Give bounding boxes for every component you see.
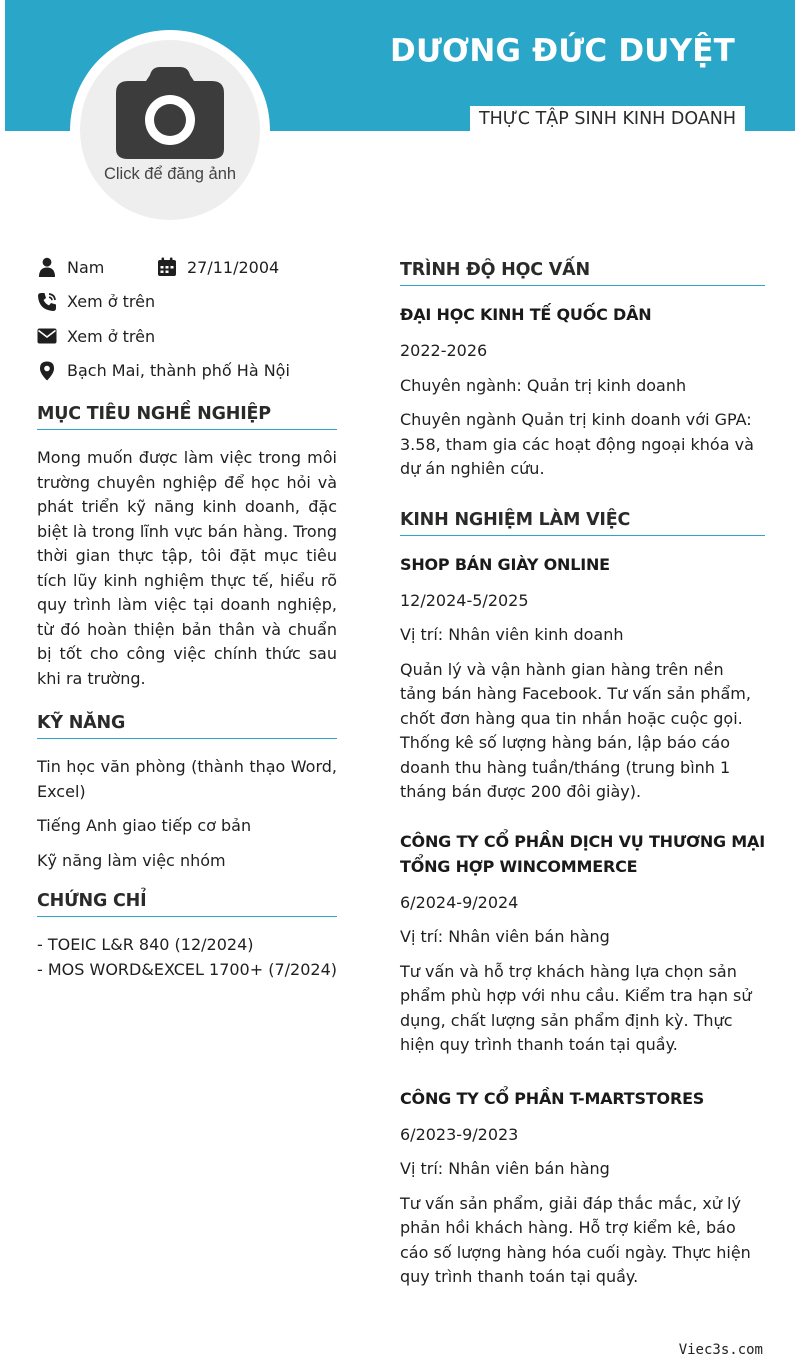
- experience-heading: KINH NGHIỆM LÀM VIỆC: [400, 510, 765, 536]
- address-row: [37, 354, 337, 389]
- candidate-name: DƯƠNG ĐỨC DUYỆT: [390, 33, 735, 69]
- company-name: CÔNG TY CỔ PHẦN DỊCH VỤ THƯƠNG MẠI TỔNG HỢP WINCOMMERCE: [400, 831, 765, 876]
- email-row: [37, 319, 337, 354]
- job-position: Vị trí: Nhân viên kinh doanh: [400, 625, 624, 644]
- phone-value: Xem ở trên: [67, 292, 156, 312]
- avatar-caption: Click để đăng ảnh: [103, 165, 237, 183]
- dob-value: 27/11/2004: [187, 257, 280, 277]
- job-position: Vị trí: Nhân viên bán hàng: [400, 1159, 610, 1178]
- certificates-heading: CHỨNG CHỈ: [37, 891, 337, 917]
- school-name: ĐẠI HỌC KINH TẾ QUỐC DÂN: [400, 305, 652, 324]
- job-entry: [400, 1086, 765, 1290]
- envelope-icon: [37, 326, 57, 346]
- gender-row: [37, 250, 337, 285]
- job-title: THỰC TẬP SINH KINH DOANH: [470, 106, 745, 132]
- education-period: 2022-2026: [400, 341, 488, 360]
- company-name: SHOP BÁN GIÀY ONLINE: [400, 554, 610, 574]
- skill-item: Tiếng Anh giao tiếp cơ bản: [37, 816, 252, 835]
- company-name: CÔNG TY CỔ PHẦN T-MARTSTORES: [400, 1088, 705, 1108]
- job-position: Vị trí: Nhân viên bán hàng: [400, 927, 610, 946]
- job-description: Quản lý và vận hành gian hàng trên nền tảng bán hàng Facebook. Tư vấn sản phẩm, chốt đơn hàng qua tin nhắn hoặc cuộc gọi. Thống kê số lượng hàng bán, lập báo cáo doanh thu hàng tuần/tháng (trung bình 1 tháng bán được 200 đôi giày).: [400, 659, 751, 801]
- education-major: Chuyên ngành: Quản trị kinh doanh: [400, 375, 687, 395]
- job-period: 6/2024-9/2024: [400, 892, 519, 912]
- phone-icon: [37, 292, 57, 312]
- job-description: Tư vấn và hỗ trợ khách hàng lựa chọn sản phẩm phù hợp với nhu cầu. Kiểm tra hạn sử dụng, chất lượng sản phẩm định kỳ. Thực hiện quy trình thanh toán tại quầy.: [400, 961, 752, 1054]
- person-icon: [37, 257, 57, 277]
- address-value: Bạch Mai, thành phố Hà Nội: [67, 361, 290, 381]
- job-period: 6/2023-9/2023: [400, 1124, 519, 1144]
- objective-text: Mong muốn được làm việc trong môi trường chuyên nghiệp để học hỏi và phát triển kỹ năng kinh doanh, đặc biệt là trong lĩnh vực bán hàng. Trong thời gian thực tập, tôi đặt mục tiêu tích lũy kinh nghiệm thực tế, hiểu rõ quy trình làm việc tại doanh nghiệp, từ đó hoàn thiện bản thân và chuẩn bị tốt cho công việc chính thức sau khi ra trường.: [37, 448, 337, 688]
- objective-heading: MỤC TIÊU NGHỀ NGHIỆP: [37, 404, 337, 430]
- avatar-upload[interactable]: [80, 40, 260, 220]
- email-value: Xem ở trên: [67, 326, 156, 346]
- certificate-item: - TOEIC L&R 840 (12/2024): [37, 935, 254, 954]
- right-column: [400, 260, 765, 1290]
- camera-icon: [116, 67, 224, 159]
- skills-heading: KỸ NĂNG: [37, 713, 337, 739]
- location-pin-icon: [37, 361, 57, 381]
- job-description: Tư vấn sản phẩm, giải đáp thắc mắc, xử lý phản hồi khách hàng. Hỗ trợ kiểm kê, báo cáo số lượng hàng hóa cuối ngày. Thực hiện quy trình thanh toán tại quầy.: [400, 1193, 751, 1286]
- site-watermark: Viec3s.com: [678, 1342, 763, 1358]
- certificate-item: - MOS WORD&EXCEL 1700+ (7/2024): [37, 959, 337, 979]
- phone-row: [37, 285, 337, 320]
- gender-value: Nam: [67, 257, 105, 277]
- calendar-icon: [157, 257, 177, 277]
- skill-item: Kỹ năng làm việc nhóm: [37, 850, 226, 870]
- left-column: [37, 250, 337, 982]
- education-heading: TRÌNH ĐỘ HỌC VẤN: [400, 260, 765, 286]
- job-period: 12/2024-5/2025: [400, 590, 529, 610]
- skill-item: Tin học văn phòng (thành thạo Word, Excel): [37, 757, 337, 801]
- job-entry: [400, 829, 765, 1058]
- job-entry: [400, 552, 765, 805]
- education-description: Chuyên ngành Quản trị kinh doanh với GPA: 3.58, tham gia các hoạt động ngoại khóa và dự án nghiên cứu.: [400, 410, 754, 478]
- dob-field: [157, 250, 279, 285]
